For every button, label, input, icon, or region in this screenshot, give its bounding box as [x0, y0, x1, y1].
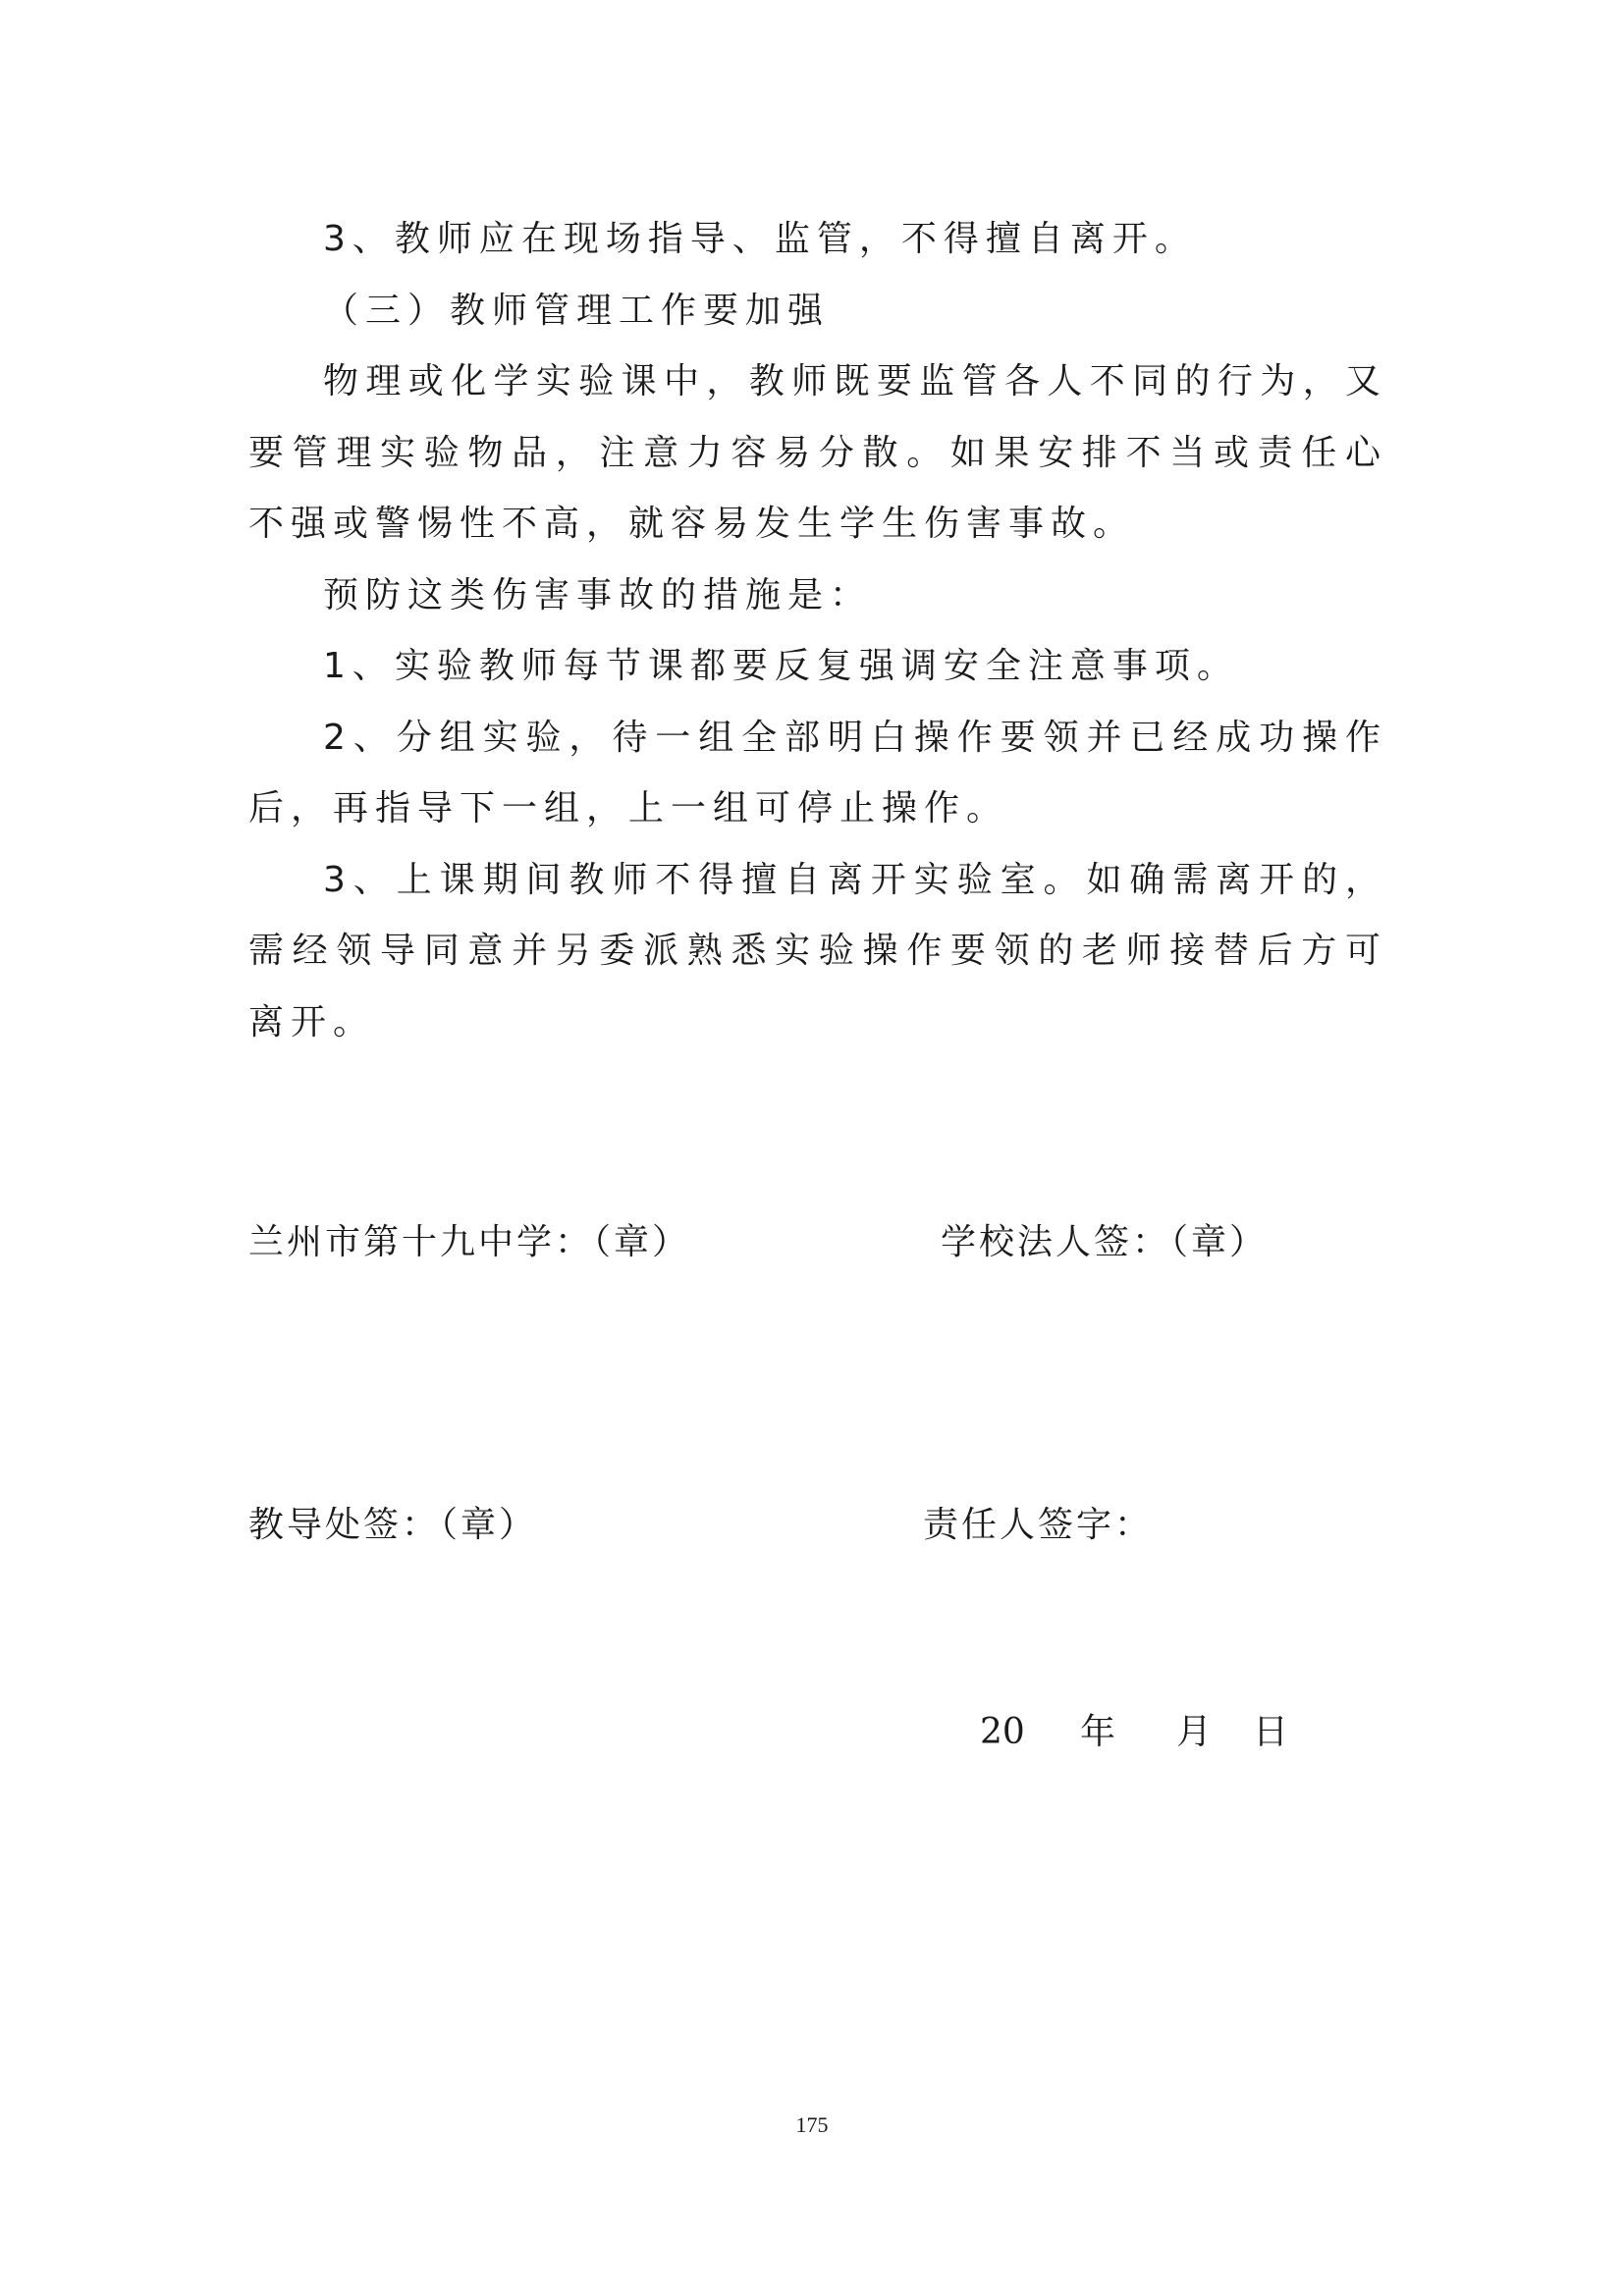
legal-rep-signature-label: 学校法人签：（章）: [941, 1222, 1269, 1262]
school-seal-label: 兰州市第十九中学：（章）: [248, 1222, 691, 1262]
paragraph-1: 3、教师应在现场指导、监管，不得擅自离开。: [323, 219, 1197, 259]
date-month: 月: [1176, 1712, 1213, 1752]
academic-office-signature-label: 教导处签：（章）: [248, 1505, 538, 1545]
paragraph-6: 2、分组实验，待一组全部明白操作要领并已经成功操作后，再指导下一组，上一组可停止操作。: [248, 717, 1387, 828]
page-number: 175: [795, 2112, 829, 2137]
paragraph-3: 物理或化学实验课中，教师既要监管各人不同的行为，又要管理实验物品，注意力容易分散。如果安排不当或责任心不强或警惕性不高，就容易发生学生伤害事故。: [248, 361, 1387, 544]
responsible-person-signature-label: 责任人签字：: [923, 1505, 1154, 1545]
paragraph-4: 预防这类伤害事故的措施是：: [323, 574, 873, 615]
date-year-prefix: 20: [980, 1712, 1025, 1752]
section-heading: （三）教师管理工作要加强: [323, 290, 831, 331]
document-body: [248, 204, 1387, 1058]
paragraph-7: 3、上课期间教师不得擅自离开实验室。如确需离开的，需经领导同意并另委派熟悉实验操作要领的老师接替后方可离开。: [248, 859, 1387, 1042]
paragraph-5: 1、实验教师每节课都要反复强调安全注意事项。: [323, 646, 1239, 686]
date-day: 日: [1253, 1712, 1289, 1752]
date-year: 年: [1080, 1712, 1116, 1752]
